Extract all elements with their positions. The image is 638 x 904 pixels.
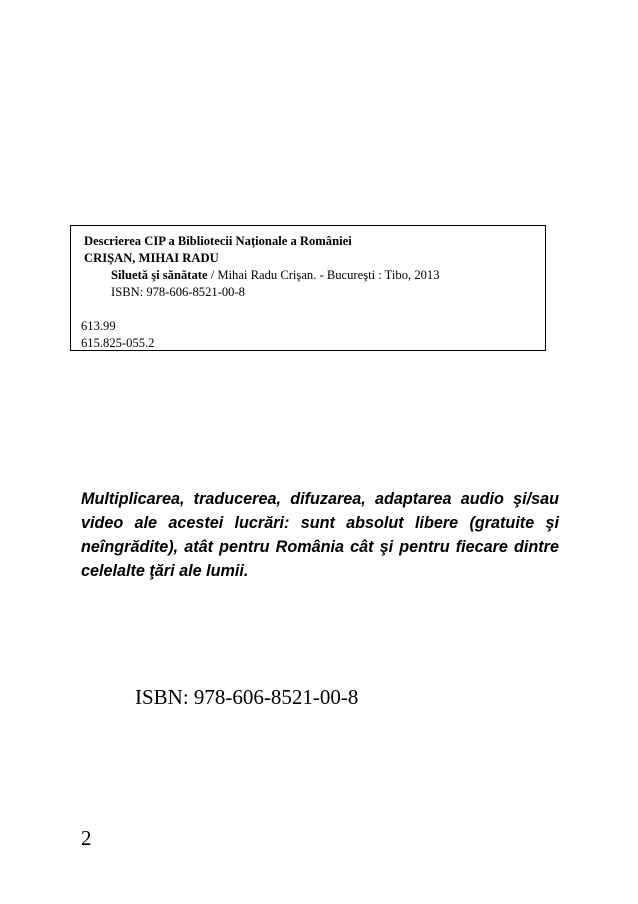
cip-header: Descrierea CIP a Bibliotecii Naţionale a României	[84, 234, 352, 248]
cip-classification-2: 615.825-055.2	[81, 336, 155, 350]
cip-record-box	[70, 225, 546, 351]
cip-isbn: ISBN: 978-606-8521-00-8	[111, 285, 245, 299]
cip-title: Siluetă şi sănătate	[111, 268, 208, 282]
page-number: 2	[81, 826, 92, 850]
cip-author: CRIŞAN, MIHAI RADU	[84, 251, 219, 265]
cip-spacer	[84, 301, 545, 318]
cip-title-line	[84, 267, 545, 284]
cip-title-rest: / Mihai Radu Crişan. - Bucureşti : Tibo, 2013	[207, 268, 440, 282]
copyright-notice: Multiplicarea, traducerea, difuzarea, adaptarea audio şi/sau video ale acestei lucrări: sunt absolut libere (gratuite şi neîngrădite), atât pentru România cât şi pentru fiecare dintre celelalte ţări ale lumii.	[81, 490, 559, 580]
isbn-line: ISBN: 978-606-8521-00-8	[135, 685, 359, 709]
cip-classification-1: 613.99	[81, 319, 116, 333]
